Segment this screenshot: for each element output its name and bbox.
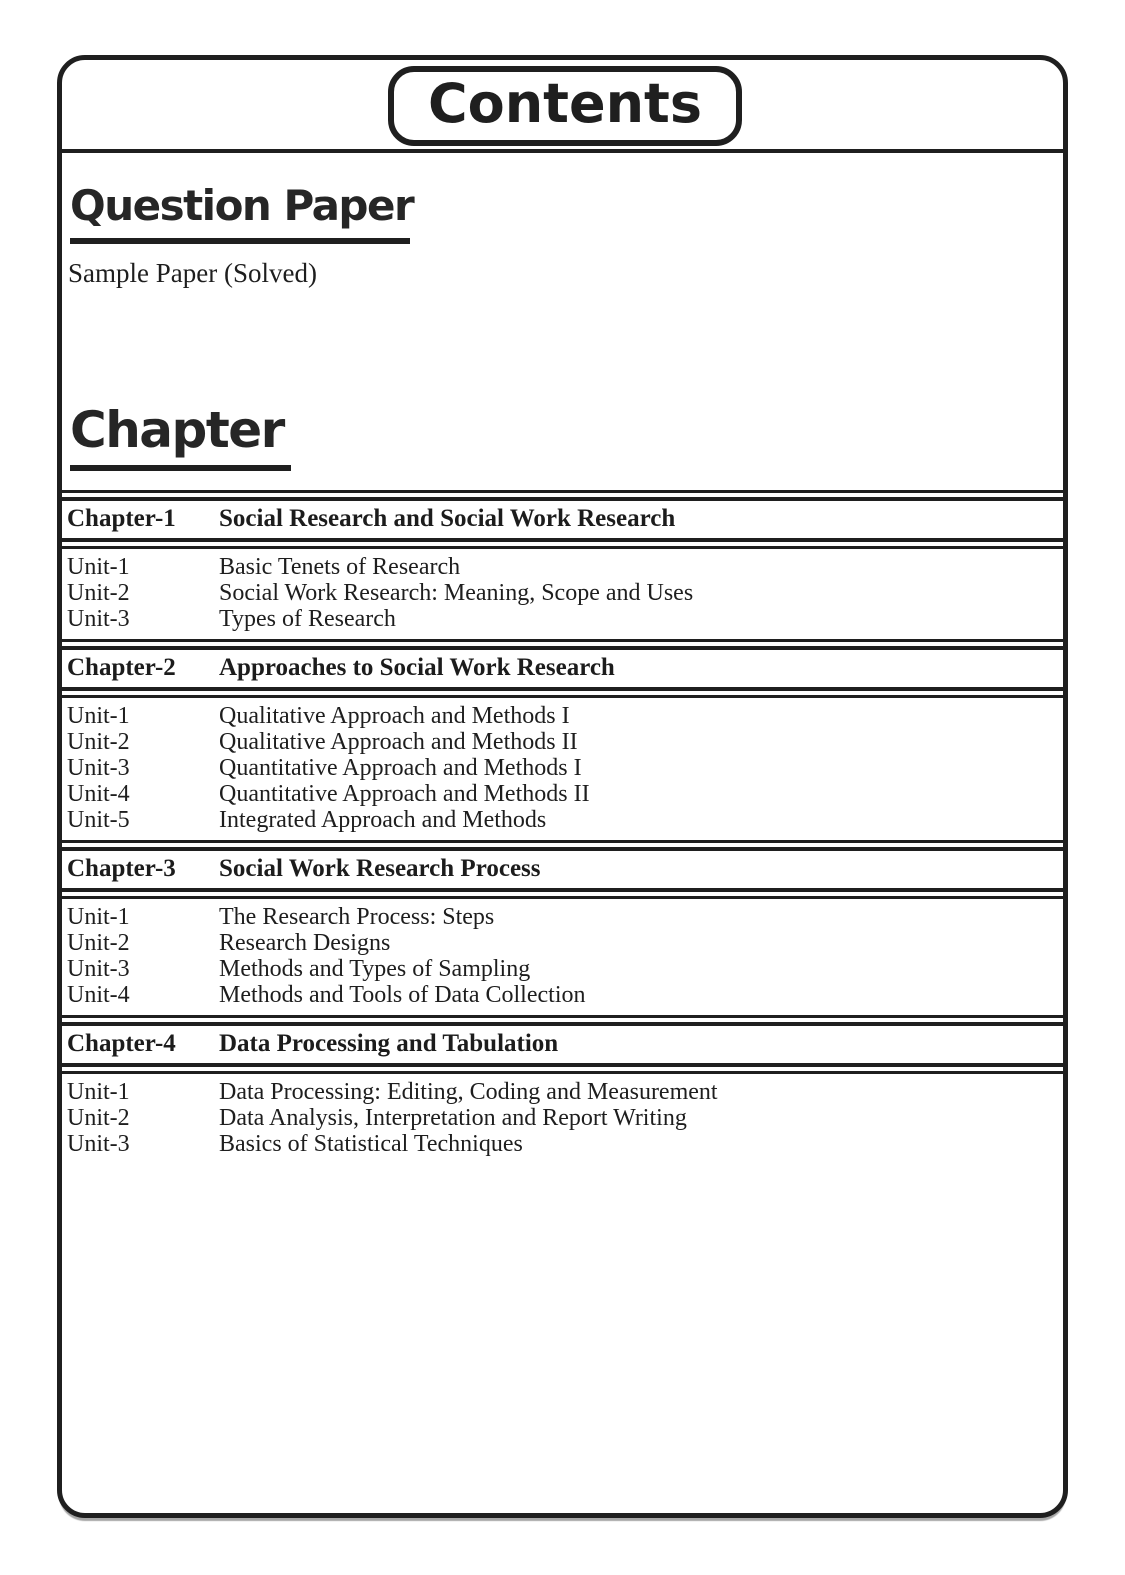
unit-row (62, 807, 1063, 833)
unit-list (62, 542, 1063, 646)
unit-title: Integrated Approach and Methods (219, 807, 547, 833)
unit-title: Qualitative Approach and Methods II (219, 729, 578, 755)
unit-list (62, 1067, 1063, 1171)
unit-label: Unit-5 (67, 807, 130, 833)
page-body (62, 153, 1063, 1518)
chapter-table (62, 497, 1063, 1171)
unit-title: Methods and Tools of Data Collection (219, 982, 586, 1008)
unit-row (62, 703, 1063, 729)
unit-title: Quantitative Approach and Methods I (219, 755, 582, 781)
unit-label: Unit-1 (67, 1079, 130, 1105)
unit-label: Unit-4 (67, 781, 130, 807)
chapter-heading-rule (70, 465, 291, 471)
unit-title: Qualitative Approach and Methods I (219, 703, 570, 729)
unit-list (62, 691, 1063, 847)
chapter-label: Chapter-1 (67, 505, 176, 532)
unit-row (62, 930, 1063, 956)
unit-row (62, 755, 1063, 781)
unit-label: Unit-1 (67, 904, 130, 930)
chapter-label: Chapter-4 (67, 1030, 176, 1057)
unit-label: Unit-1 (67, 703, 130, 729)
unit-list (62, 892, 1063, 1022)
chapter-section (62, 1022, 1063, 1171)
chapter-heading: Chapter (70, 401, 284, 459)
chapter-title: Social Work Research Process (219, 855, 541, 882)
question-paper-heading: Question Paper (70, 181, 414, 230)
chapter-title: Data Processing and Tabulation (219, 1030, 559, 1057)
unit-row (62, 956, 1063, 982)
unit-label: Unit-2 (67, 729, 130, 755)
unit-title: Quantitative Approach and Methods II (219, 781, 590, 807)
unit-title: Basics of Statistical Techniques (219, 1131, 523, 1157)
unit-row (62, 554, 1063, 580)
unit-row (62, 781, 1063, 807)
unit-label: Unit-3 (67, 606, 130, 632)
unit-title: Types of Research (219, 606, 396, 632)
contents-banner (388, 66, 742, 146)
unit-label: Unit-3 (67, 755, 130, 781)
chapter-title: Social Research and Social Work Research (219, 505, 676, 532)
unit-label: Unit-2 (67, 930, 130, 956)
unit-label: Unit-3 (67, 956, 130, 982)
unit-title: Data Analysis, Interpretation and Report Writing (219, 1105, 687, 1131)
chapter-header-row (62, 847, 1063, 892)
chapter-section (62, 497, 1063, 646)
sample-paper-item: Sample Paper (Solved) (68, 258, 317, 288)
unit-label: Unit-3 (67, 1131, 130, 1157)
unit-row (62, 580, 1063, 606)
unit-row (62, 729, 1063, 755)
unit-title: Basic Tenets of Research (219, 554, 461, 580)
chapter-section (62, 646, 1063, 847)
unit-title: Methods and Types of Sampling (219, 956, 531, 982)
chapter-header-row (62, 1022, 1063, 1067)
chapter-section (62, 847, 1063, 1022)
unit-label: Unit-4 (67, 982, 130, 1008)
chapter-header-row (62, 646, 1063, 691)
unit-label: Unit-1 (67, 554, 130, 580)
unit-label: Unit-2 (67, 580, 130, 606)
unit-row (62, 1131, 1063, 1157)
unit-label: Unit-2 (67, 1105, 130, 1131)
unit-title: Data Processing: Editing, Coding and Measurement (219, 1079, 718, 1105)
chapter-header-row (62, 497, 1063, 542)
unit-row (62, 1105, 1063, 1131)
contents-banner-title: Contents (427, 72, 702, 135)
contents-page (57, 55, 1068, 1518)
header-band (62, 60, 1063, 153)
unit-title: The Research Process: Steps (219, 904, 495, 930)
chapter-label: Chapter-3 (67, 855, 176, 882)
chapter-title: Approaches to Social Work Research (219, 654, 615, 681)
question-paper-heading-rule (70, 238, 410, 244)
unit-row (62, 1079, 1063, 1105)
chapter-label: Chapter-2 (67, 654, 176, 681)
unit-row (62, 982, 1063, 1008)
unit-title: Social Work Research: Meaning, Scope and Uses (219, 580, 694, 606)
unit-row (62, 606, 1063, 632)
unit-row (62, 904, 1063, 930)
unit-title: Research Designs (219, 930, 391, 956)
